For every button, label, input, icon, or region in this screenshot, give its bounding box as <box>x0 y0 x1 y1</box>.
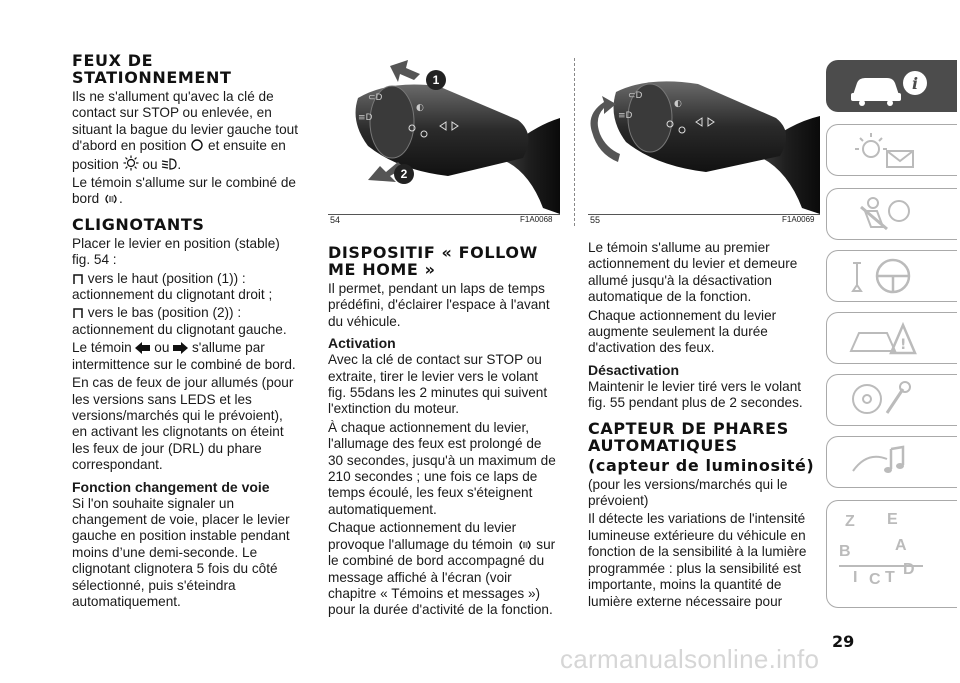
text: . <box>119 191 123 207</box>
heading-capteur-phares: CAPTEUR DE PHARES AUTOMATIQUES <box>588 418 789 455</box>
index-letter: Z <box>845 513 855 530</box>
paragraph: (pour les versions/marchés qui le prévoient) <box>588 476 788 509</box>
svg-text:◐: ◐ <box>416 103 424 113</box>
figure-54-lever-illustration <box>328 58 560 228</box>
index-letter: E <box>887 511 898 528</box>
position-lights-icon <box>517 539 533 551</box>
figure-54-ref: F1A0068 <box>520 215 553 224</box>
heading-desactivation: Désactivation <box>588 361 680 378</box>
text: . <box>177 156 182 172</box>
low-beam-icon <box>161 157 177 171</box>
paragraph <box>328 520 558 618</box>
svg-text:i: i <box>912 74 919 93</box>
lever-drawing <box>588 58 820 214</box>
parking-light-icon <box>123 155 139 171</box>
heading-follow-me-home: DISPOSITIF « FOLLOW ME HOME » <box>328 243 538 279</box>
callout-2: 2 <box>394 164 414 184</box>
text: sur le combiné de bord accompagné du message affiché à l'écran (voir chapitre « Témoins et messages ») pour la durée d'activité de la fonction. <box>328 536 556 618</box>
heading-capteur-luminosite: (capteur de luminosité) <box>588 455 815 475</box>
svg-text:≡D: ≡D <box>358 113 373 123</box>
svg-text:◐: ◐ <box>674 99 682 109</box>
svg-text:!: ! <box>900 337 907 353</box>
paragraph: Chaque actionnement du levier augmente seulement la durée d'activation des feux. <box>588 307 777 356</box>
index-letter: B <box>839 543 851 560</box>
paragraph: Si l'on souhaite signaler un changement de voie, placer le levier gauche en position instable pendant moins d’une demi-seconde. Le clignotant clignotera 5 fois du côté sélectionné, puis s'éteindra automatiquement. <box>72 495 290 609</box>
text: vers le haut (position (1)) : actionnement du clignotant droit ; <box>72 270 273 303</box>
sidebar-tab-multimedia[interactable] <box>826 436 957 488</box>
list-item <box>72 271 300 304</box>
svg-text:⊂D: ⊂D <box>628 91 643 101</box>
bullet-icon <box>72 307 84 319</box>
paragraph: Il détecte les variations de l'intensité lumineuse extérieure du véhicule en fonction de la sensibilité à la lumière programmée : plus la sensibilité est importante, moins la quantité de lumière externe nécessaire pour <box>588 511 807 609</box>
steering-wheel-icon <box>847 255 937 297</box>
heading-feux-stationnement: FEUX DE STATIONNEMENT <box>72 51 232 87</box>
figure-54-number: 54 <box>330 215 341 225</box>
watermark: carmanualsonline.info <box>560 644 820 674</box>
figure-55-number: 55 <box>590 215 601 225</box>
car-info-icon <box>847 65 937 107</box>
text: et ensuite en position <box>72 138 286 172</box>
text: s'allume par intermittence sur le combiné de bord. <box>72 340 296 372</box>
list-item <box>72 305 300 338</box>
column-right <box>588 240 820 612</box>
sidebar-tab-maintenance[interactable] <box>826 374 957 426</box>
index-letter: I <box>853 569 858 586</box>
text: Chaque actionnement du levier provoque l'allumage du témoin <box>328 520 517 552</box>
heading-fonction-changement-voie: Fonction changement de voie <box>72 478 270 495</box>
column-middle <box>328 240 558 621</box>
callout-1: 1 <box>426 70 446 90</box>
paragraph <box>72 89 300 173</box>
airbag-seat-icon <box>847 193 937 235</box>
paragraph <box>72 175 300 208</box>
sidebar-tab-emergency[interactable] <box>826 312 957 364</box>
sidebar-tab-index[interactable] <box>826 500 957 608</box>
svg-text:≡D: ≡D <box>618 111 633 121</box>
index-letter: D <box>903 561 915 578</box>
paragraph: À chaque actionnement du levier, l'allumage des feux est prolongé de 30 secondes, jusqu'à un maximum de 210 secondes ; une fois ce laps de temps écoulé, les feux s'éteignent automatiquement. <box>328 419 556 517</box>
light-ring-icon <box>190 138 204 152</box>
turn-left-arrow-icon <box>135 342 150 354</box>
text: ou <box>142 156 158 172</box>
text: Le témoin s'allume sur le combiné de bord <box>72 175 296 207</box>
paragraph: En cas de feux de jour allumés (pour les versions sans LEDS et les versions/marchés qui le prévoient), en activant les clignotants on éteint les feux de jour (DRL) du phare correspondant. <box>72 375 294 473</box>
index-letter: C <box>869 571 881 588</box>
sidebar-tab-warning-lights[interactable] <box>826 124 957 176</box>
paragraph: Avec la clé de contact sur STOP ou extraite, tirer le levier vers le volant fig. 55dans les 2 minutes qui suivent l'extinction du moteur. <box>328 352 548 417</box>
position-lights-icon <box>103 193 119 205</box>
text: Le témoin <box>72 340 132 356</box>
maintenance-tools-icon <box>847 379 937 421</box>
paragraph: Le témoin s'allume au premier actionnement du levier et demeure allumé jusqu'à la désactivation automatique de la fonction. <box>588 240 798 305</box>
warning-light-icon <box>847 129 937 171</box>
sidebar-tab-safety[interactable] <box>826 188 957 240</box>
text: ou <box>154 340 170 356</box>
heading-clignotants: CLIGNOTANTS <box>72 214 205 234</box>
breakdown-triangle-icon <box>847 317 937 359</box>
figure-55-ref: F1A0069 <box>782 215 815 224</box>
turn-right-arrow-icon <box>173 342 188 354</box>
text: vers le bas (position (2)) : actionnement du clignotant gauche. <box>72 305 287 337</box>
index-letters-icon <box>839 509 939 599</box>
column-left <box>72 48 300 612</box>
paragraph: Placer le levier en position (stable) fig. 54 : <box>72 235 280 268</box>
paragraph: Maintenir le levier tiré vers le volant fig. 55 pendant plus de 2 secondes. <box>588 378 803 411</box>
column-divider <box>574 58 575 226</box>
index-divider <box>839 565 923 567</box>
text: Ils ne s'allument qu'avec la clé de contact sur STOP ou enlevée, en situant la bague du levier gauche tout d'abord en position <box>72 89 298 154</box>
sidebar-tab-starting-driving[interactable] <box>826 250 957 302</box>
paragraph: Il permet, pendant un laps de temps prédéfini, d'éclairer l'espace à l'avant du véhicule. <box>328 281 550 329</box>
index-letter: A <box>895 537 907 554</box>
index-letter: T <box>885 569 895 586</box>
figure-55-lever-illustration <box>588 58 820 228</box>
multimedia-note-icon <box>847 441 937 483</box>
heading-activation: Activation <box>328 335 396 352</box>
svg-text:⊂D: ⊂D <box>368 93 383 103</box>
bullet-icon <box>72 273 84 285</box>
sidebar-tab-car-info[interactable] <box>826 60 957 112</box>
paragraph <box>72 340 300 373</box>
page-number: 29 <box>832 632 855 651</box>
